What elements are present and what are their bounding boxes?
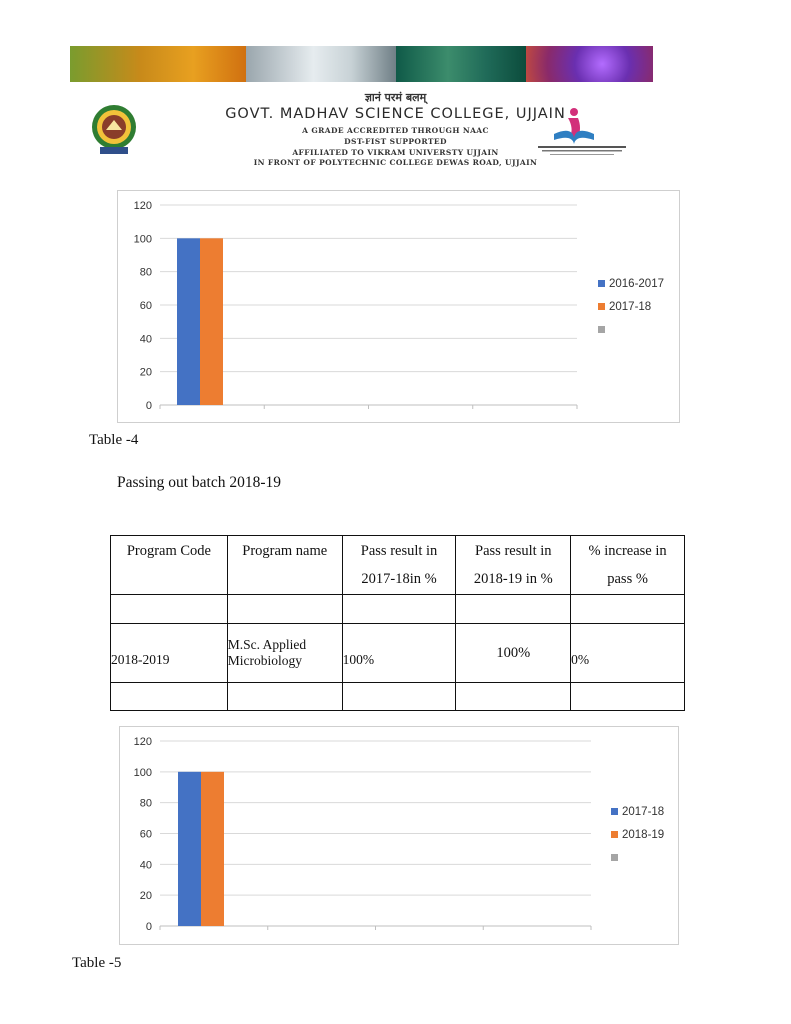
header-program-code: Program Code <box>111 536 228 595</box>
affiliation-line: AFFILIATED TO VIKRAM UNIVERSTY UJJAIN <box>292 148 499 157</box>
legend-swatch <box>611 831 618 838</box>
y-tick-label: 60 <box>139 828 152 841</box>
cell-pass-2017-18: 100% <box>342 624 456 683</box>
table-row-empty <box>111 683 685 711</box>
y-tick-label: 60 <box>139 300 152 312</box>
bar <box>177 238 200 405</box>
legend-label: 2017-18 <box>622 806 665 818</box>
y-tick-label: 0 <box>145 400 152 412</box>
legend-label: 2017-18 <box>609 301 652 313</box>
y-tick-label: 40 <box>139 333 152 346</box>
legend-swatch <box>611 854 618 861</box>
header-pass-2018-19: Pass result in 2018-19 in % <box>456 536 571 595</box>
legend-swatch <box>598 326 605 333</box>
y-tick-label: 100 <box>133 766 152 779</box>
accreditation-line: A GRADE ACCREDITED THROUGH NAAC <box>302 126 489 135</box>
banner-image-molecules <box>396 46 526 82</box>
legend-swatch <box>611 808 618 815</box>
legend-label: 2016-2017 <box>609 278 664 290</box>
bar <box>178 772 201 926</box>
y-tick-label: 20 <box>139 366 152 379</box>
legend-swatch <box>598 280 605 287</box>
table-4-caption: Table -4 <box>89 432 139 448</box>
banner-image-atoms <box>526 46 653 82</box>
pass-result-chart-table-5 <box>119 726 679 945</box>
y-tick-label: 120 <box>133 736 152 748</box>
cell-program-name: M.Sc. Applied Microbiology <box>227 624 342 683</box>
header-increase: % increase in pass % <box>571 536 685 595</box>
pass-result-table <box>110 535 685 711</box>
college-seal-logo <box>88 103 140 157</box>
table-row-empty <box>111 595 685 624</box>
cell-increase: 0% <box>571 624 685 683</box>
y-tick-label: 80 <box>139 266 152 279</box>
bar <box>200 238 223 405</box>
college-name: GOVT. MADHAV SCIENCE COLLEGE, UJJAIN <box>225 106 566 122</box>
banner-image-chemistry <box>70 46 246 82</box>
batch-title: Passing out batch 2018-19 <box>117 474 282 491</box>
legend-label: 2018-19 <box>622 829 665 841</box>
college-motto: ज्ञानं परमं बलम् <box>364 91 427 104</box>
y-tick-label: 0 <box>145 921 152 933</box>
bar-chart-1 <box>118 191 679 422</box>
cell-pass-2018-19: 100% <box>456 624 571 683</box>
header-program-name: Program name <box>227 536 342 595</box>
banner-image-robot <box>246 46 396 82</box>
pass-result-chart-table-4 <box>117 190 680 423</box>
header-banner <box>70 46 653 82</box>
header-pass-2017-18: Pass result in 2017-18in % <box>342 536 456 595</box>
table-row <box>111 624 685 683</box>
support-line: DST-FIST SUPPORTED <box>344 137 447 146</box>
iqac-logo <box>532 104 632 158</box>
y-tick-label: 120 <box>133 200 152 212</box>
table-5-caption: Table -5 <box>72 955 122 971</box>
legend-swatch <box>598 303 605 310</box>
bar <box>201 772 224 926</box>
y-tick-label: 20 <box>139 890 152 903</box>
y-tick-label: 40 <box>139 859 152 872</box>
address-line: IN FRONT OF POLYTECHNIC COLLEGE DEWAS ROAD, UJJAIN <box>253 158 538 167</box>
y-tick-label: 80 <box>139 797 152 810</box>
bar-chart-2 <box>120 727 678 944</box>
y-tick-label: 100 <box>133 233 152 246</box>
table-header-row <box>111 536 685 595</box>
cell-program-code: 2018-2019 <box>111 624 228 683</box>
